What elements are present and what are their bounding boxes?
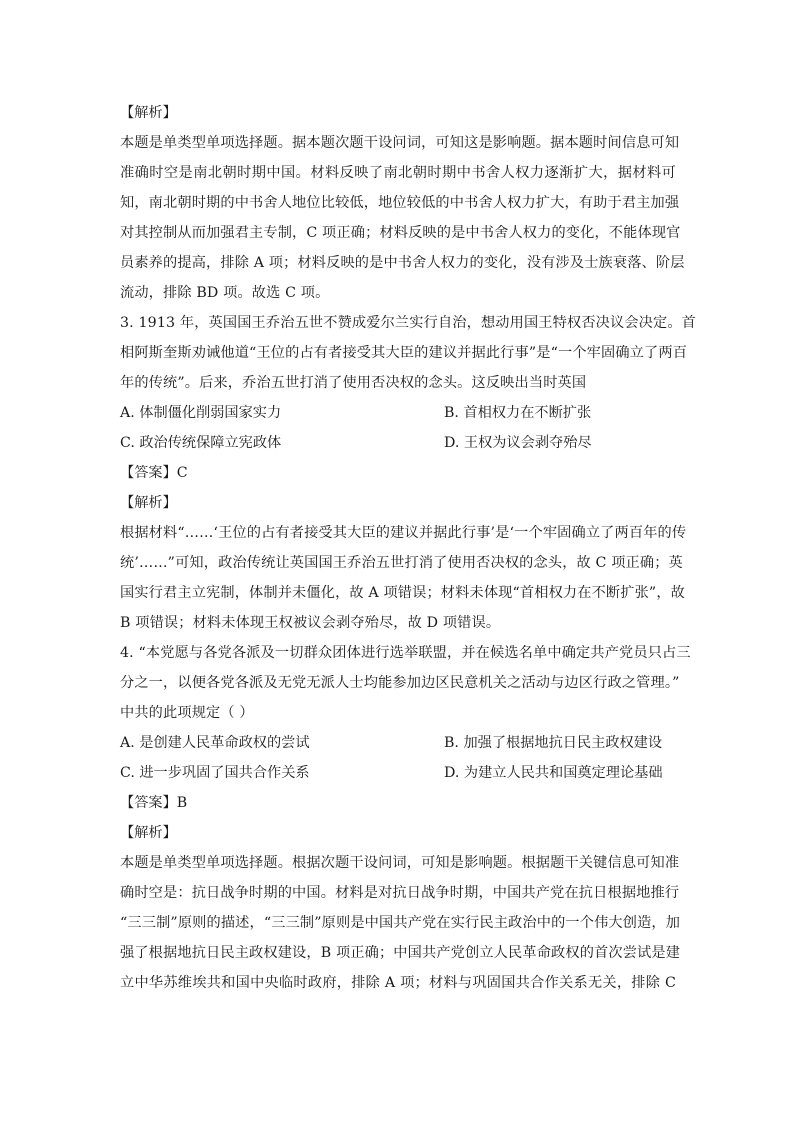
analysis-line: 本题是单类型单项选择题。据本题次题干设问词，可知这是影响题。据本题时间信息可知 xyxy=(120,135,680,151)
analysis-line: 根据材料“……‘王位的占有者接受其大臣的建议并据此行事’是‘一个牢固确立了两百年的传 xyxy=(120,525,687,541)
option-c: C. 政治传统保障立宪政体 xyxy=(120,435,282,451)
option-d: D. 为建立人民共和国奠定理论基础 xyxy=(444,765,663,781)
analysis-line: 流动，排除 BD 项。故选 C 项。 xyxy=(120,285,330,301)
question-3-stem: 年的传统”。后来，乔治五世打消了使用否决权的念头。这反映出当时英国 xyxy=(120,375,587,391)
document-page xyxy=(120,98,697,998)
analysis-label: 【解析】 xyxy=(120,825,177,841)
option-d: D. 王权为议会剥夺殆尽 xyxy=(444,435,592,451)
question-3-options-row-1 xyxy=(120,398,676,428)
analysis-line: 强了根据地抗日民主政权建设，B 项正确；中国共产党创立人民革命政权的首次尝试是建 xyxy=(120,945,681,961)
option-b: B. 加强了根据地抗日民主政权建设 xyxy=(444,735,663,751)
option-c: C. 进一步巩固了国共合作关系 xyxy=(120,765,310,781)
analysis-line: 立中华苏维埃共和国中央临时政府，排除 A 项；材料与巩固国共合作关系无关，排除 C xyxy=(120,975,676,991)
analysis-line: B 项错误；材料未体现王权被议会剥夺殆尽，故 D 项错误。 xyxy=(120,615,501,631)
option-a: A. 是创建人民革命政权的尝试 xyxy=(120,735,310,751)
analysis-line: 国实行君主立宪制，体制并未僵化，故 A 项错误；材料未体现“首相权力在不断扩张”，故 xyxy=(120,585,686,601)
question-4-options-row-1 xyxy=(120,728,676,758)
question-4-stem: 4. “本党愿与各党各派及一切群众团体进行选举联盟，并在候选名单中确定共产党员只占三 xyxy=(120,645,691,661)
question-4-options-row-2 xyxy=(120,758,676,788)
answer-label: 【答案】B xyxy=(120,795,188,811)
analysis-line: 本题是单类型单项选择题。根据次题干设问词，可知是影响题。根据题干关键信息可知准 xyxy=(120,855,680,871)
analysis-label: 【解析】 xyxy=(120,495,177,511)
analysis-line: 统’……”可知，政治传统让英国国王乔治五世打消了使用否决权的念头，故 C 项正确；英 xyxy=(120,555,683,571)
analysis-line: 知，南北朝时期的中书舍人地位比较低，地位较低的中书舍人权力扩大，有助于君主加强 xyxy=(120,195,680,211)
question-4-stem: 分之一，以便各党各派及无党无派人士均能参加边区民意机关之活动与边区行政之管理。” xyxy=(120,675,680,691)
analysis-label: 【解析】 xyxy=(120,105,177,121)
question-3-stem: 相阿斯奎斯劝诫他道“王位的占有者接受其大臣的建议并据此行事”是“一个牢固确立了两百 xyxy=(120,345,688,361)
question-4-stem: 中共的此项规定（ ） xyxy=(120,705,254,721)
option-a: A. 体制僵化削弱国家实力 xyxy=(120,405,282,421)
question-3-options-row-2 xyxy=(120,428,676,458)
analysis-line: 确时空是：抗日战争时期的中国。材料是对抗日战争时期，中国共产党在抗日根据地推行 xyxy=(120,885,680,901)
analysis-line: “三三制”原则的描述，“三三制”原则是中国共产党在实行民主政治中的一个伟大创造，加 xyxy=(120,915,681,931)
question-3-stem: 3. 1913 年，英国国王乔治五世不赞成爱尔兰实行自治，想动用国王特权否决议会决定。首 xyxy=(120,315,697,331)
option-b: B. 首相权力在不断扩张 xyxy=(444,405,592,421)
analysis-line: 员素养的提高，排除 A 项；材料反映的是中书舍人权力的变化，没有涉及士族衰落、阶层 xyxy=(120,255,685,271)
answer-label: 【答案】C xyxy=(120,465,188,481)
analysis-line: 对其控制从而加强君主专制，C 项正确；材料反映的是中书舍人权力的变化，不能体现官 xyxy=(120,225,681,241)
analysis-line: 准确时空是南北朝时期中国。材料反映了南北朝时期中书舍人权力逐渐扩大，据材料可 xyxy=(120,165,676,181)
